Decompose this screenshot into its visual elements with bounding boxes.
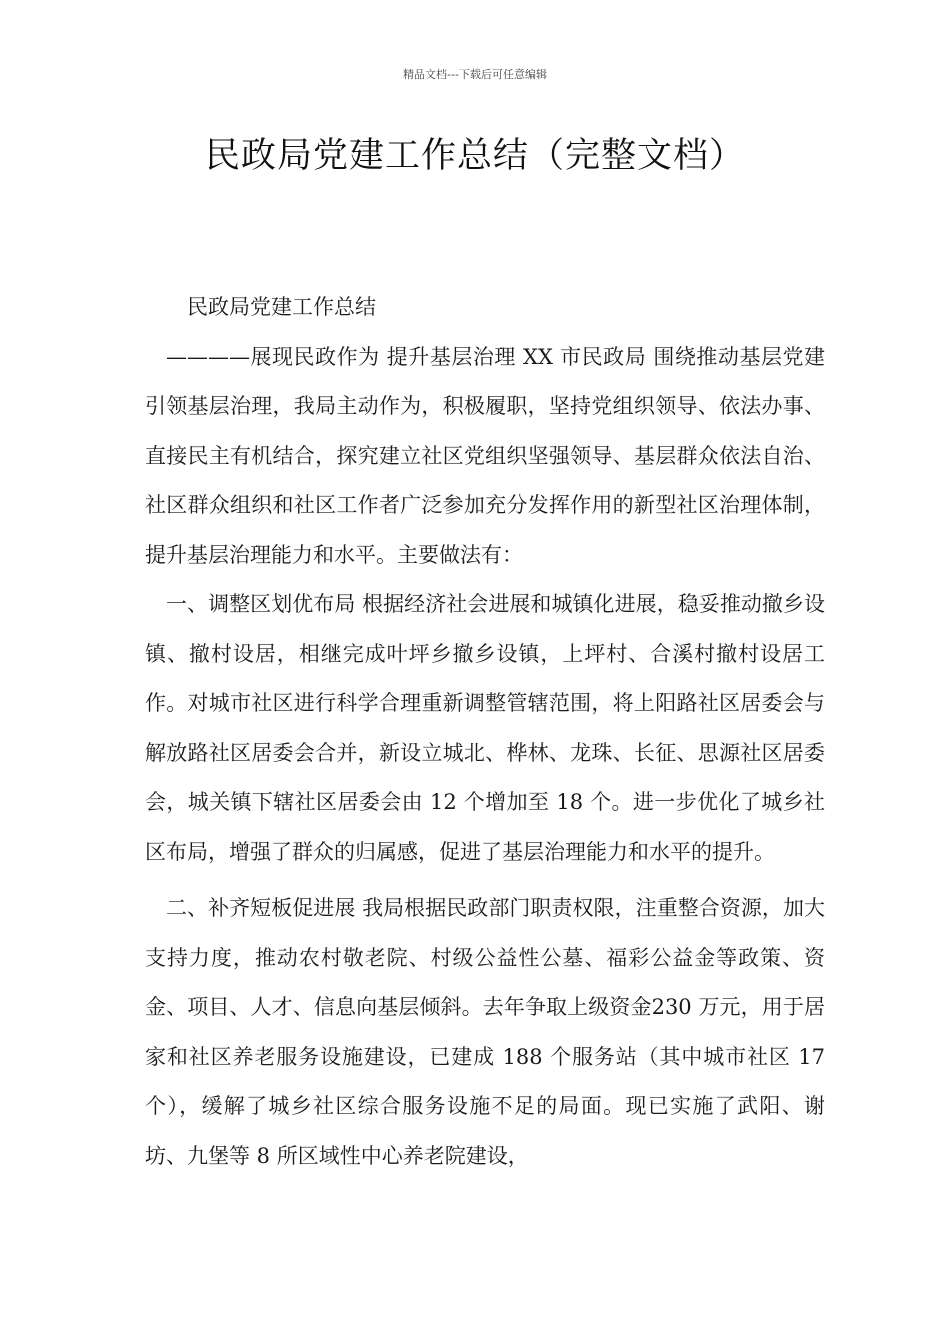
- document-title: 民政局党建工作总结（完整文档）: [204, 136, 745, 176]
- paragraph-fill-gaps: 二、补齐短板促进展 我局根据民政部门职责权限，注重整合资源，加大支持力度，推动农村敬老院、村级公益性公墓、福彩公益金等政策、资金、项目、人才、信息向基层倾斜。去年争取上级资金230 万元，用于居家和社区养老服务设施建设，已建成 188 个服务站（其中城市社区 17个），缓解了城乡社区综合服务设施不足的局面。现已实施了武阳、谢坊、九堡等 8 所区域性中心养老院建设，: [145, 896, 825, 1168]
- header-note: 精品文档---下载后可任意编辑: [403, 68, 547, 81]
- intro-paragraph: ————展现民政作为 提升基层治理 XX 市民政局 围绕推动基层党建引领基层治理，我局主动作为，积极履职，坚持党组织领导、依法办事、直接民主有机结合，探究建立社区党组织坚强领导、基层群众依法自治、社区群众组织和社区工作者广泛参加充分发挥作用的新型社区治理体制，提升基层治理能力和水平。主要做法有：: [145, 344, 825, 567]
- paragraph-adjust-division: 一、调整区划优布局 根据经济社会进展和城镇化进展，稳妥推动撤乡设镇、撤村设居，相继完成叶坪乡撤乡设镇，上坪村、合溪村撤村设居工作。对城市社区进行科学合理重新调整管辖范围，将上阳路社区居委会与解放路社区居委会合并，新设立城北、桦林、龙珠、长征、思源社区居委会，城关镇下辖社区居委会由 12 个增加至 18 个。进一步优化了城乡社区布局，增强了群众的归属感，促进了基层治理能力和水平的提升。: [145, 592, 825, 864]
- document-body: [145, 283, 825, 1181]
- section-heading: 民政局党建工作总结: [187, 295, 376, 319]
